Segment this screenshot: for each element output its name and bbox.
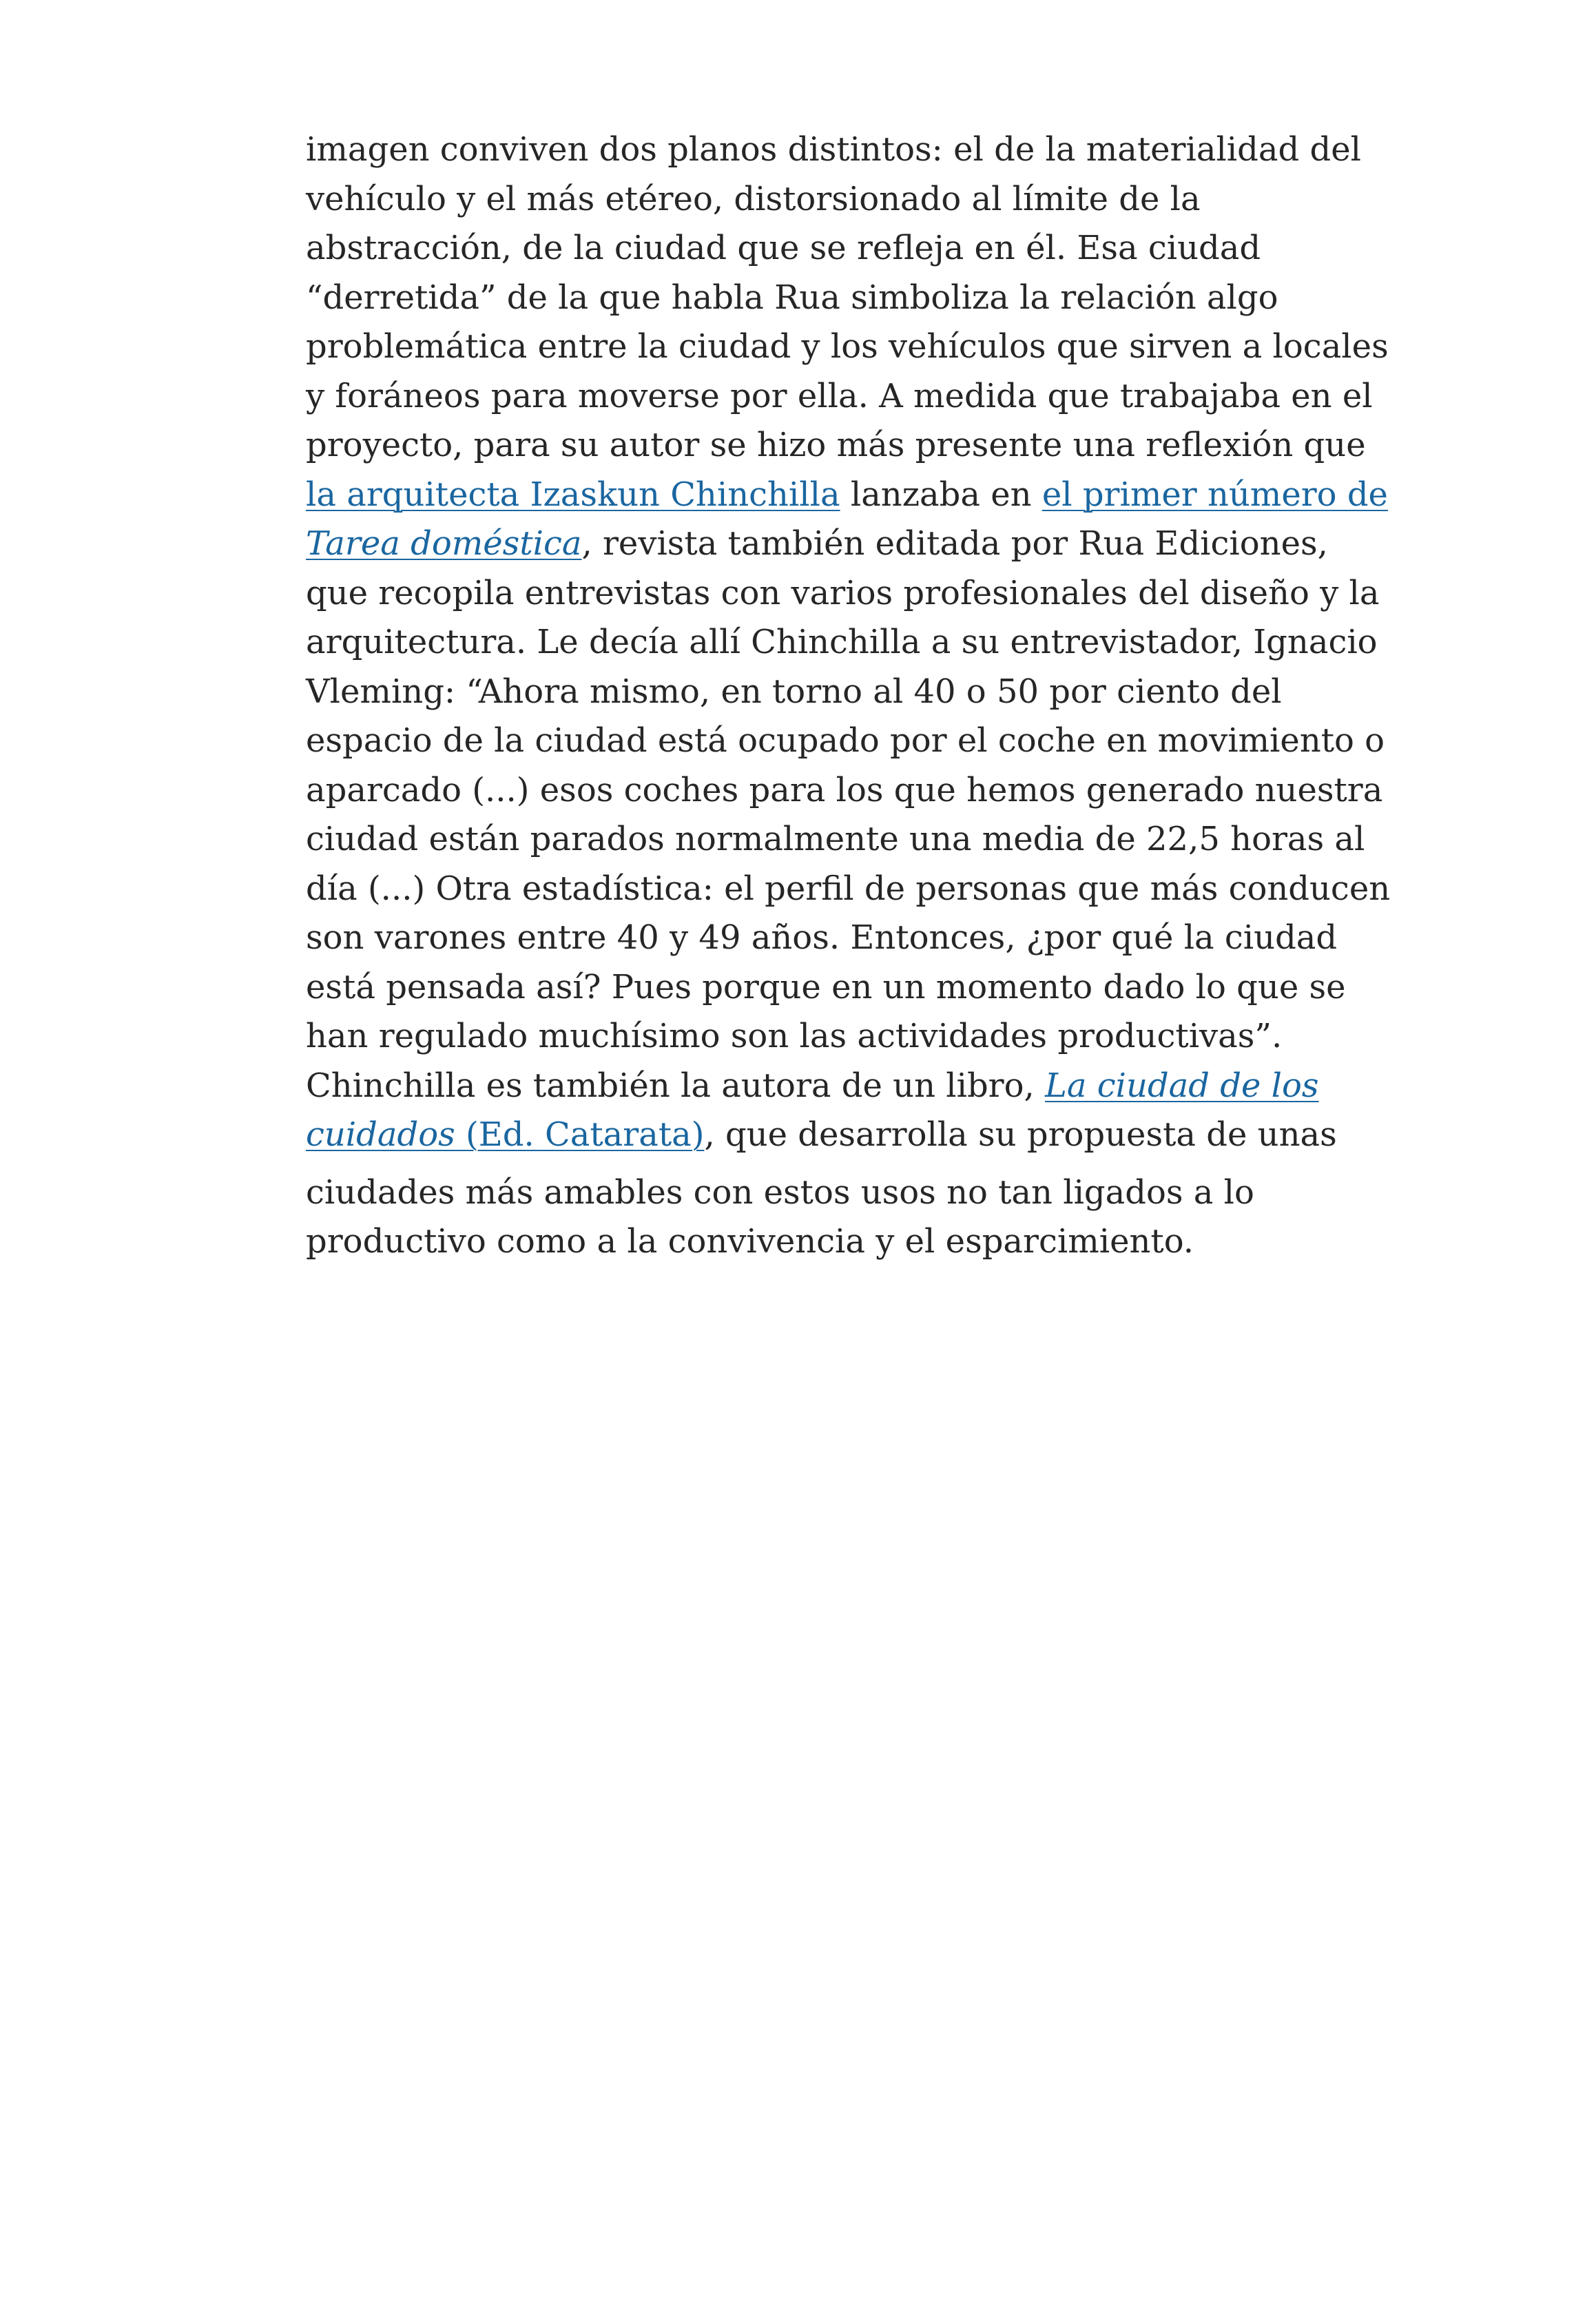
text-line bbox=[306, 471, 1388, 520]
text-line: problemática entre la ciudad y los vehículos que sirven a locales bbox=[306, 327, 1389, 366]
text-line: imagen conviven dos planos distintos: el de la materialidad del bbox=[306, 130, 1361, 169]
text-line: ciudades más amables con estos usos no tan ligados a lo bbox=[306, 1173, 1254, 1212]
text-line: está pensada así? Pues porque en un momento dado lo que se bbox=[306, 967, 1346, 1006]
text-line: han regulado muchísimo son las actividades productivas”. bbox=[306, 1017, 1283, 1055]
link-la-ciudad-de-los-cuidados-part-2[interactable]: cuidados bbox=[306, 1115, 466, 1154]
text-line: vehículo y el más etéreo, distorsionado al límite de la bbox=[306, 179, 1201, 218]
text-line: “derretida” de la que habla Rua simboliza la relación algo bbox=[306, 278, 1278, 317]
text-line: son varones entre 40 y 49 años. Entonces, ¿por qué la ciudad bbox=[306, 918, 1338, 957]
text-line: arquitectura. Le decía allí Chinchilla a su entrevistador, Ignacio bbox=[306, 623, 1378, 661]
article-paragraph-1 bbox=[306, 125, 1391, 1160]
text-line: Vleming: “Ahora mismo, en torno al 40 o 50 por ciento del bbox=[306, 672, 1282, 711]
text-line: espacio de la ciudad está ocupado por el coche en movimiento o bbox=[306, 721, 1385, 760]
text-fragment: , que desarrolla su propuesta de unas bbox=[704, 1115, 1337, 1154]
text-fragment: , revista también editada por Rua Ediciones, bbox=[581, 524, 1328, 563]
article-paragraph-2 bbox=[306, 1168, 1318, 1267]
text-line: ciudad están parados normalmente una media de 22,5 horas al bbox=[306, 820, 1365, 858]
text-line bbox=[306, 519, 1328, 569]
article-body bbox=[306, 125, 1391, 1267]
text-line: proyecto, para su autor se hizo más presente una reflexión que bbox=[306, 426, 1366, 464]
link-izaskun-chinchilla[interactable]: la arquitecta Izaskun Chinchilla bbox=[306, 475, 840, 514]
link-la-ciudad-de-los-cuidados-part-1[interactable]: La ciudad de los bbox=[1045, 1066, 1319, 1105]
text-line: que recopila entrevistas con varios profesionales del diseño y la bbox=[306, 573, 1380, 612]
link-ed-catarata[interactable]: (Ed. Catarata) bbox=[466, 1115, 705, 1154]
text-fragment: lanzaba en bbox=[840, 475, 1042, 514]
text-line: productivo como a la convivencia y el esparcimiento. bbox=[306, 1222, 1194, 1261]
link-tarea-domestica-part-2[interactable]: Tarea doméstica bbox=[306, 524, 582, 563]
link-tarea-domestica-part-1[interactable]: el primer número de bbox=[1041, 475, 1388, 514]
text-line: abstracción, de la ciudad que se refleja en él. Esa ciudad bbox=[306, 229, 1261, 267]
text-line: día (...) Otra estadística: el perfil de personas que más conducen bbox=[306, 869, 1391, 908]
text-line bbox=[306, 1111, 1337, 1160]
text-fragment: Chinchilla es también la autora de un libro, bbox=[306, 1066, 1046, 1105]
text-line: aparcado (...) esos coches para los que hemos generado nuestra bbox=[306, 770, 1383, 809]
text-line bbox=[306, 1062, 1318, 1111]
text-line: y foráneos para moverse por ella. A medida que trabajaba en el bbox=[306, 376, 1373, 415]
